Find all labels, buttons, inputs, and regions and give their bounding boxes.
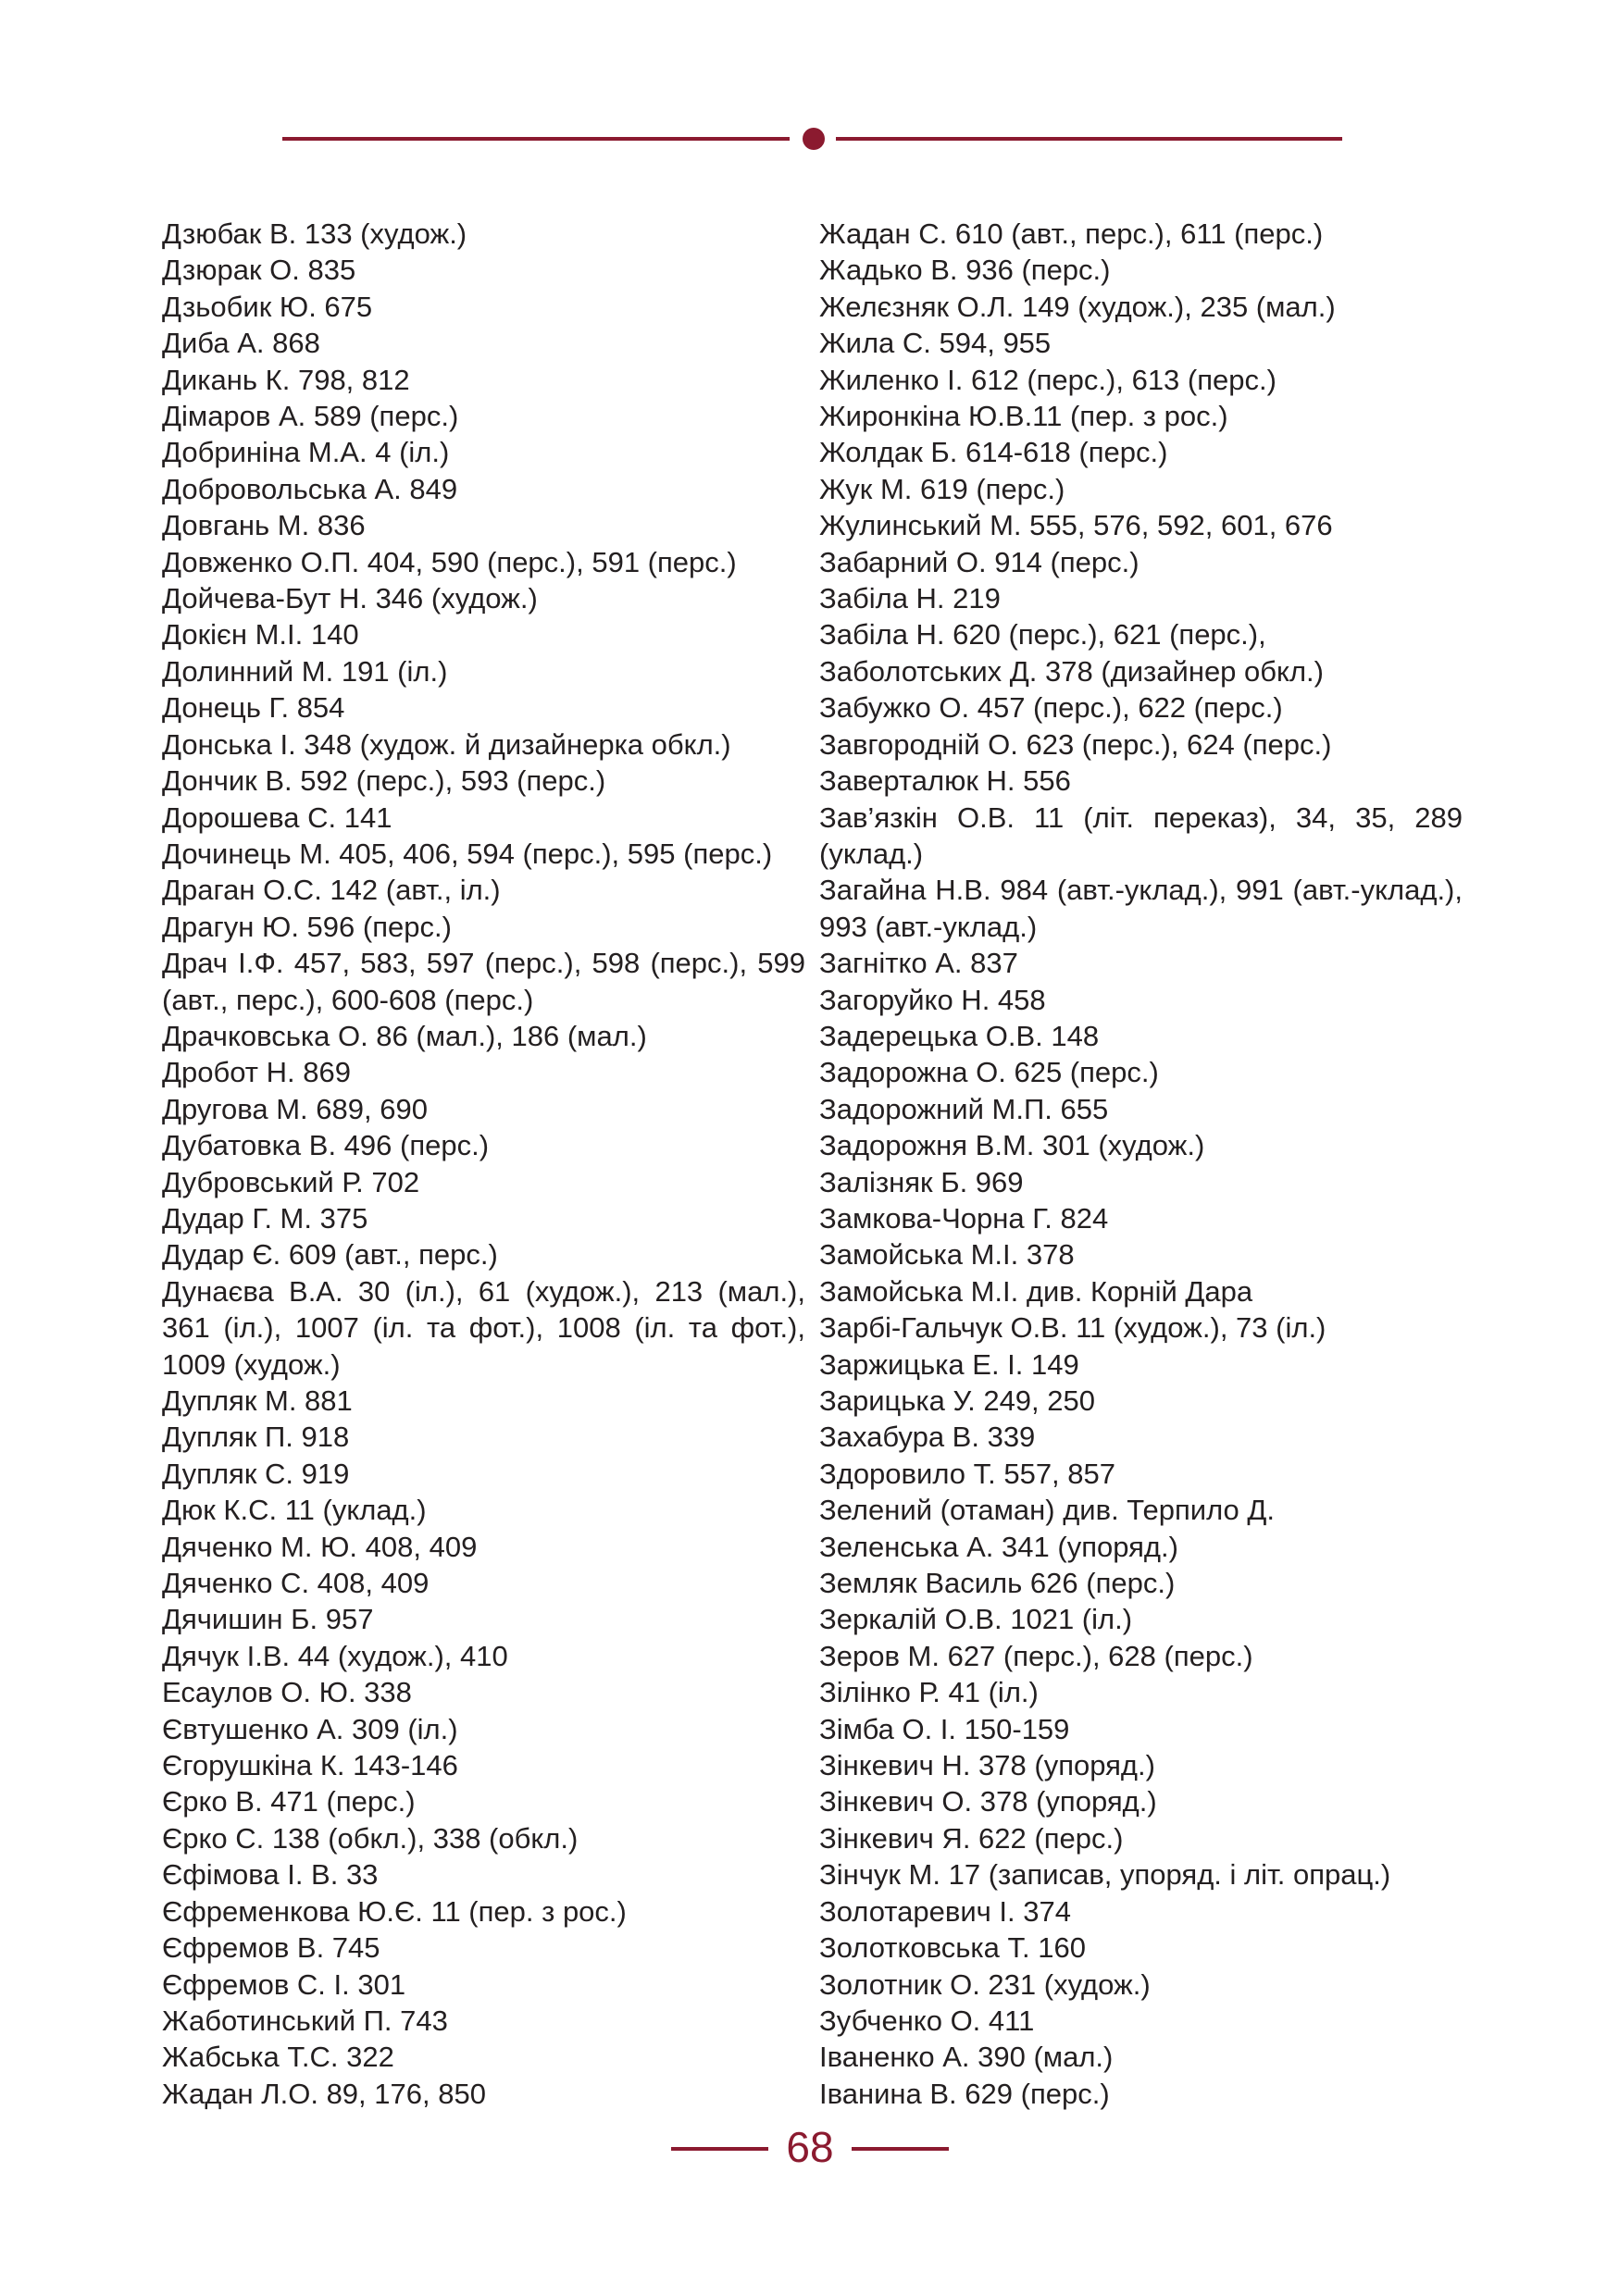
index-entry: Жадан С. 610 (авт., перс.), 611 (перс.)	[819, 217, 1324, 250]
index-entry: Дубровський Р. 702	[162, 1165, 420, 1198]
index-entry: Зінкевич О. 378 (упоряд.)	[819, 1785, 1157, 1818]
index-entry: Добровольська А. 849	[162, 472, 458, 505]
index-entry: Забіла Н. 620 (перс.), 621 (перс.),	[819, 618, 1266, 652]
index-entry: Дудар Є. 609 (авт., перс.)	[162, 1238, 498, 1272]
header-dot	[803, 128, 825, 150]
index-entry: Золотаревич І. 374	[819, 1894, 1071, 1928]
index-entry: Желєзняк О.Л. 149 (худож.), 235 (мал.)	[819, 290, 1336, 323]
index-entry: Задорожня В.М. 301 (худож.)	[819, 1129, 1205, 1162]
index-column-left	[162, 216, 805, 2112]
index-entry: Зеркалій О.В. 1021 (іл.)	[819, 1603, 1133, 1636]
index-entry: Дячук І.В. 44 (худож.), 410	[162, 1639, 508, 1672]
footer-rule-right	[852, 2147, 949, 2151]
index-entry: Здоровило Т. 557, 857	[819, 1457, 1116, 1490]
index-entry: Захабура В. 339	[819, 1421, 1036, 1454]
index-entry: Золотковська Т. 160	[819, 1931, 1086, 1965]
index-entry: Дзюрак О. 835	[162, 254, 356, 287]
index-entry: Заржицька Е. І. 149	[819, 1347, 1079, 1381]
index-entry: Другова М. 689, 690	[162, 1092, 428, 1125]
index-entry: Довженко О.П. 404, 590 (перс.), 591 (перс.)	[162, 545, 737, 578]
index-entry: Забіла Н. 219	[819, 582, 1001, 615]
index-entry: Задорожна О. 625 (перс.)	[819, 1056, 1159, 1089]
index-entry: Забужко О. 457 (перс.), 622 (перс.)	[819, 691, 1283, 725]
index-entry: Есаулов О. Ю. 338	[162, 1676, 412, 1709]
index-entry: Дочинець М. 405, 406, 594 (перс.), 595 (перс.)	[162, 837, 773, 870]
index-entry: Зубченко О. 411	[819, 2004, 1035, 2037]
index-entry: Єфременкова Ю.Є. 11 (пер. з рос.)	[162, 1894, 627, 1928]
index-entry: Зарбі-Гальчук О.В. 11 (худож.), 73 (іл.)	[819, 1311, 1326, 1345]
index-entry: Дяченко С. 408, 409	[162, 1567, 430, 1600]
index-entry: Дзюбак В. 133 (худож.)	[162, 217, 467, 250]
index-entry: Єгорушкіна К. 143-146	[162, 1749, 458, 1782]
index-entry: Дюк К.С. 11 (уклад.)	[162, 1494, 427, 1527]
index-entry: Зілінко Р. 41 (іл.)	[819, 1676, 1039, 1709]
index-entry: Дикань К. 798, 812	[162, 363, 410, 396]
index-entry: Заверталюк Н. 556	[819, 764, 1071, 798]
index-entry: Дорошева С. 141	[162, 800, 392, 834]
index-entry: Зарицька У. 249, 250	[819, 1384, 1095, 1417]
index-entry: Дончик В. 592 (перс.), 593 (перс.)	[162, 764, 606, 798]
index-entry: Євтушенко А. 309 (іл.)	[162, 1712, 458, 1745]
index-entry: Довгань М. 836	[162, 509, 366, 542]
index-entry: Забарний О. 914 (перс.)	[819, 545, 1140, 578]
index-entry: Дунаєва В.А. 30 (іл.), 61 (худож.), 213 (мал.), 361 (іл.), 1007 (іл. та фот.), 1008 (іл. та фот.), 1009 (худож.)	[162, 1274, 805, 1381]
index-entry: Жолдак Б. 614-618 (перс.)	[819, 436, 1168, 469]
index-entry: Золотник О. 231 (худож.)	[819, 1967, 1151, 2001]
index-entry: Дупляк М. 881	[162, 1384, 353, 1417]
index-entry: Добриніна М.А. 4 (іл.)	[162, 436, 450, 469]
index-entry: Диба А. 868	[162, 327, 320, 360]
index-entry: Заболотських Д. 378 (дизайнер обкл.)	[819, 654, 1324, 688]
index-entry: Замкова-Чорна Г. 824	[819, 1201, 1109, 1235]
index-entry: Донець Г. 854	[162, 691, 345, 725]
index-entry: Драчковська О. 86 (мал.), 186 (мал.)	[162, 1019, 647, 1052]
index-entry: Жулинський М. 555, 576, 592, 601, 676	[819, 509, 1333, 542]
index-entry: Зелений (отаман) див. Терпило Д.	[819, 1494, 1275, 1527]
index-entry: Дробот Н. 869	[162, 1056, 351, 1089]
index-entry: Дяченко М. Ю. 408, 409	[162, 1530, 478, 1563]
index-entry: Дупляк П. 918	[162, 1421, 350, 1454]
index-entry: Дзьобик Ю. 675	[162, 290, 373, 323]
index-entry: Жадько В. 936 (перс.)	[819, 254, 1111, 287]
index-entry: Дубатовка В. 496 (перс.)	[162, 1129, 490, 1162]
index-entry: Дудар Г. М. 375	[162, 1201, 368, 1235]
index-entry: Драч І.Ф. 457, 583, 597 (перс.), 598 (перс.), 599 (авт., перс.), 600-608 (перс.)	[162, 947, 805, 1016]
index-entry: Дойчева-Бут Н. 346 (худож.)	[162, 582, 538, 615]
index-entry: Зінкевич Я. 622 (перс.)	[819, 1821, 1124, 1855]
index-entry: Іваненко А. 390 (мал.)	[819, 2041, 1114, 2074]
index-entry: Залізняк Б. 969	[819, 1165, 1024, 1198]
page-footer	[666, 2119, 953, 2175]
index-entry: Дячишин Б. 957	[162, 1603, 374, 1636]
index-entry: Замойська М.І. 378	[819, 1238, 1075, 1272]
index-entry: Жабська Т.С. 322	[162, 2041, 394, 2074]
index-entry: Драгун Ю. 596 (перс.)	[162, 910, 452, 943]
footer-rule-left	[671, 2147, 768, 2151]
index-entry: Жиронкіна Ю.В.11 (пер. з рос.)	[819, 400, 1228, 433]
index-entry: Зеров М. 627 (перс.), 628 (перс.)	[819, 1639, 1253, 1672]
index-entry: Жила С. 594, 955	[819, 327, 1052, 360]
index-entry: Загайна Н.В. 984 (авт.-уклад.), 991 (авт.-уклад.), 993 (авт.-уклад.)	[819, 874, 1463, 943]
index-entry: Завгородній О. 623 (перс.), 624 (перс.)	[819, 727, 1332, 761]
index-entry: Задерецька О.В. 148	[819, 1019, 1100, 1052]
page-number: 68	[786, 2123, 834, 2171]
index-entry: Жиленко І. 612 (перс.), 613 (перс.)	[819, 363, 1277, 396]
index-entry: Єфімова І. В. 33	[162, 1858, 379, 1892]
index-entry: Замойська М.І. див. Корній Дара	[819, 1274, 1253, 1308]
index-entry: Зав’язкін О.В. 11 (літ. переказ), 34, 35, 289 (уклад.)	[819, 800, 1463, 870]
header-rule-left	[282, 137, 790, 141]
header-ornament	[282, 128, 1342, 150]
index-entry: Зеленська А. 341 (упоряд.)	[819, 1530, 1178, 1563]
index-entry: Єфремов С. І. 301	[162, 1967, 406, 2001]
index-entry: Драган О.С. 142 (авт., іл.)	[162, 874, 501, 907]
index-entry: Дупляк С. 919	[162, 1457, 350, 1490]
index-entry: Жаботинський П. 743	[162, 2004, 448, 2037]
index-entry: Дімаров А. 589 (перс.)	[162, 400, 459, 433]
header-rule-right	[836, 137, 1342, 141]
index-entry: Єрко С. 138 (обкл.), 338 (обкл.)	[162, 1821, 579, 1855]
index-entry: Жук М. 619 (перс.)	[819, 472, 1065, 505]
index-entry: Долинний М. 191 (іл.)	[162, 654, 448, 688]
index-entry: Зінчук М. 17 (записав, упоряд. і літ. опрац.)	[819, 1858, 1391, 1892]
index-entry: Донська І. 348 (худож. й дизайнерка обкл.)	[162, 727, 731, 761]
index-entry: Докієн М.І. 140	[162, 618, 359, 652]
index-entry: Іванина В. 629 (перс.)	[819, 2077, 1110, 2110]
index-entry: Зінкевич Н. 378 (упоряд.)	[819, 1749, 1155, 1782]
index-entry: Жадан Л.О. 89, 176, 850	[162, 2077, 486, 2110]
index-entry: Земляк Василь 626 (перс.)	[819, 1567, 1176, 1600]
index-entry: Задорожний М.П. 655	[819, 1092, 1109, 1125]
index-entry: Єрко В. 471 (перс.)	[162, 1785, 416, 1818]
index-entry: Загоруйко Н. 458	[819, 983, 1046, 1016]
index-column-right	[819, 216, 1463, 2112]
index-entry: Єфремов В. 745	[162, 1931, 380, 1965]
index-entry: Зімба О. І. 150-159	[819, 1712, 1070, 1745]
index-entry: Загнітко А. 837	[819, 947, 1018, 980]
